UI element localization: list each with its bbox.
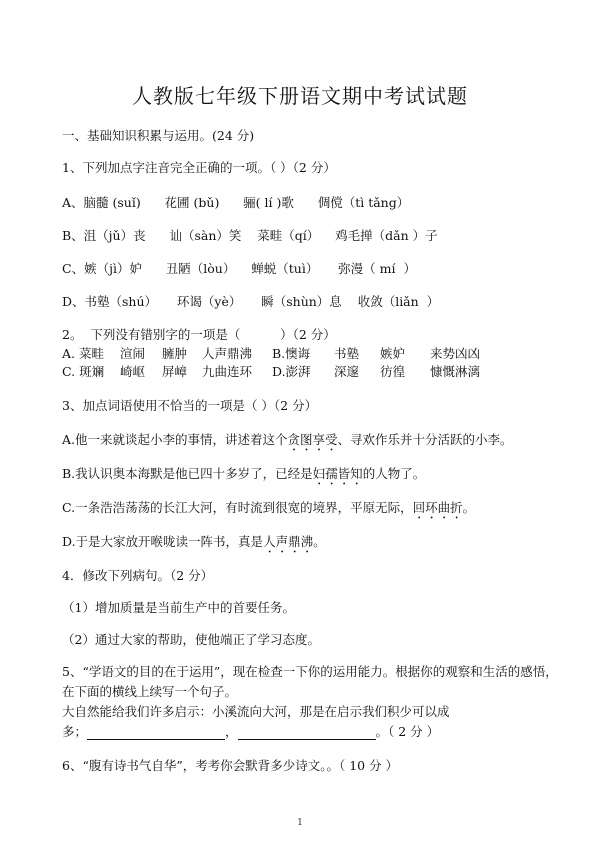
q3-c-dotted-term: 回环曲折	[412, 500, 463, 515]
q2-option-cell: B.懊诲	[272, 346, 311, 361]
page-title: 人教版七年级下册语文期中考试试题	[132, 84, 468, 108]
q2-option-cell: 屏嶂	[162, 364, 188, 379]
q2-option-cell: A. 菜畦	[62, 346, 104, 361]
question-2-stem: 2。 下列没有错别字的一项是（ ）（2 分）	[62, 327, 336, 342]
q3-b-dotted-term: 妇孺皆知	[312, 466, 363, 481]
question-3-option-c	[62, 498, 475, 522]
q2-option-cell: 九曲连环	[202, 364, 253, 379]
question-1-option-b: B、沮（jǔ）丧 讪（sàn）笑 菜畦（qí） 鸡毛掸（dǎn ）子	[62, 228, 438, 243]
question-1-option-a: A、脑髓 (suǐ) 花圃 (bǔ) 骊( lí )歌 倜傥（tì tǎng）	[62, 195, 410, 210]
question-5-line-3: 大自然能给我们许多启示：小溪流向大河，那是在启示我们积少可以成	[62, 704, 450, 719]
q2-option-cell: D.澎湃	[272, 364, 311, 379]
question-3-option-a	[62, 430, 513, 454]
question-3-option-d	[62, 532, 326, 556]
q2-option-cell: C. 斑斓	[62, 364, 105, 379]
q5-prefix: 多；	[62, 724, 88, 739]
q3-c-text: C.一条浩浩荡荡的长江大河，有时流到很宽的境界，平原无际，	[62, 500, 413, 515]
question-1-option-c: C、嫉（jì）妒 丑陋（lòu） 蝉蜕（tuì） 弥漫（ mí ）	[62, 261, 416, 276]
q3-a-text: A.他一来就谈起小李的事情，讲述着这个	[62, 432, 288, 447]
question-4-stem: 4．修改下列病句。（2 分）	[62, 568, 214, 583]
q3-c-text-end: 。	[462, 500, 476, 515]
question-3-stem: 3、加点词语使用不恰当的一项是（ ）（2 分）	[62, 398, 318, 413]
q3-a-dotted-term: 贪图享受	[287, 432, 338, 447]
q2-option-cell: 臃肿	[162, 346, 188, 361]
question-6-stem: 6、“腹有诗书气自华”，考考你会默背多少诗文。。（ 10 分 ）	[62, 758, 399, 773]
answer-blank-2[interactable]	[238, 727, 376, 740]
answer-blank-1[interactable]	[87, 727, 225, 740]
question-3-option-b	[62, 464, 425, 488]
q2-option-cell: 深邃	[334, 364, 360, 379]
q2-option-cell: 人声鼎沸	[202, 346, 253, 361]
q3-b-text-end: 的人物了。	[362, 466, 426, 481]
q2-option-cell: 渲闹	[120, 346, 146, 361]
q5-separator: ，	[225, 724, 238, 739]
q3-b-text: B.我认识奥本海默是他已四十多岁了，已经是	[62, 466, 313, 481]
q3-d-dotted-term: 人声鼎沸	[263, 534, 314, 549]
q3-d-text: D.于是大家放开喉咙读一阵书，真是	[62, 534, 264, 549]
question-5-line-1: 5、“学语文的目的在于运用”，现在检查一下你的运用能力。根据你的观察和生活的感悟，	[62, 664, 558, 679]
question-4-sentence-2: （2）通过大家的帮助，使他端正了学习态度。	[62, 632, 320, 647]
q3-d-text-end: 。	[313, 534, 326, 549]
page-number: 1	[297, 818, 303, 828]
q2-option-cell: 来势凶凶	[430, 346, 481, 361]
q2-option-cell: 慷慨淋漓	[430, 364, 481, 379]
q2-option-cell: 崎岖	[120, 364, 146, 379]
q2-option-cell: 彷徨	[380, 364, 406, 379]
question-1-stem: 1、下列加点字注音完全正确的一项。（ ）（2 分）	[62, 160, 336, 175]
question-5-line-2: 在下面的横线上续写一个句子。	[62, 684, 238, 699]
q2-option-cell: 嫉妒	[380, 346, 406, 361]
question-1-option-d: D、书塾（shú） 环谒（yè） 瞬（shùn）息 收敛（liǎn ）	[62, 294, 440, 309]
question-4-sentence-1: （1）增加质量是当前生产中的首要任务。	[62, 600, 295, 615]
q2-option-cell: 书塾	[334, 346, 360, 361]
question-5-line-4	[62, 722, 439, 740]
section-heading: 一、基础知识积累与运用。(24 分)	[62, 128, 255, 143]
q3-a-text-end: 、寻欢作乐并十分活跃的小李。	[337, 432, 513, 447]
q5-score: 。（ 2 分 ）	[375, 724, 440, 739]
